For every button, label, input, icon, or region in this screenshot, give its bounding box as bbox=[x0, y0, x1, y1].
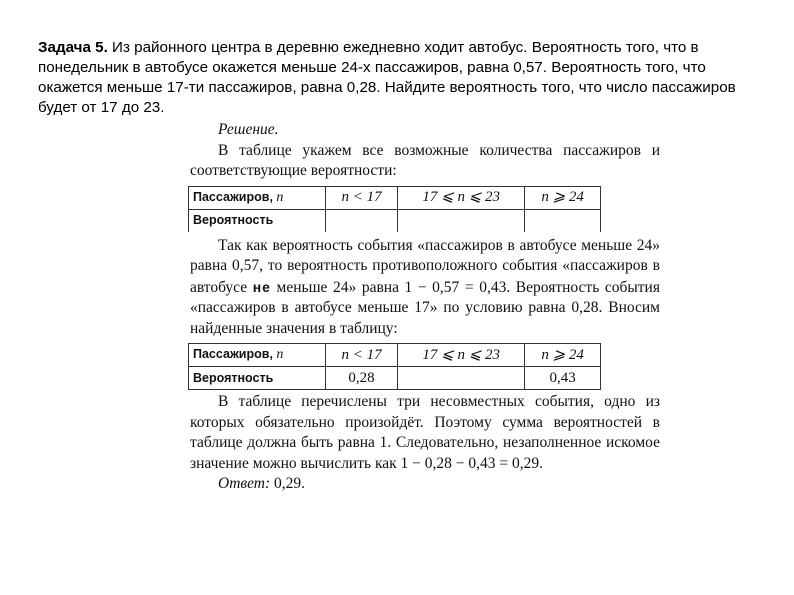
solution-heading: Решение. bbox=[218, 121, 279, 138]
table-row bbox=[189, 209, 601, 232]
table-row-label: Вероятность bbox=[189, 209, 326, 232]
table-header-cell: 17 ⩽ n ⩽ 23 bbox=[398, 344, 525, 367]
answer-value: 0,29. bbox=[270, 475, 306, 492]
table-row bbox=[189, 367, 601, 390]
table-cell bbox=[326, 209, 398, 232]
table-header-cell: 17 ⩽ n ⩽ 23 bbox=[398, 186, 525, 209]
table-cell bbox=[398, 367, 525, 390]
table-header-cell: n ⩾ 24 bbox=[525, 344, 601, 367]
answer-label: Ответ: bbox=[218, 475, 271, 492]
solution-block bbox=[190, 120, 660, 495]
probability-table-filled bbox=[188, 343, 601, 390]
answer-line bbox=[190, 474, 660, 495]
table-header-cell: n < 17 bbox=[326, 344, 398, 367]
table-header-cell: n < 17 bbox=[326, 186, 398, 209]
table-cell bbox=[525, 209, 601, 232]
table-row bbox=[189, 186, 601, 209]
table-row bbox=[189, 344, 601, 367]
table-cell: 0,43 bbox=[525, 367, 601, 390]
solution-intro: В таблице укажем все возможные количества пассажиров и соответствующие вероятности: bbox=[190, 141, 660, 179]
table-cell bbox=[398, 209, 525, 232]
table-row-label: Вероятность bbox=[189, 367, 326, 390]
table-header-label: Пассажиров, n bbox=[189, 186, 326, 209]
emphasis-ne: не bbox=[252, 278, 271, 295]
probability-table-empty bbox=[188, 186, 601, 232]
table-header-cell: n ⩾ 24 bbox=[525, 186, 601, 209]
task-text: Из районного центра в деревню ежедневно ходит автобус. Вероятность того, что в понедельник в автобусе окажется меньше 24-х пассажиров, равна 0,57. Вероятность того, что окажется меньше 17-ти пассажиров, равна 0,28. Найдите вероятность того, что число пассажиров будет от 17 до 23. bbox=[38, 39, 736, 116]
task-statement bbox=[38, 38, 758, 118]
task-label: Задача 5. bbox=[38, 39, 108, 56]
table-header-label: Пассажиров, n bbox=[189, 344, 326, 367]
solution-paragraph-3: В таблице перечислены три несовместных события, одно из которых обязательно произойдёт. Поэтому сумма вероятностей в таблице должна быть равна 1. Следовательно, незаполненное искомое значение можно вычислить как 1 − 0,28 − 0,43 = 0,29. bbox=[190, 393, 660, 472]
solution-paragraph-2: Так как вероятность события «пассажиров в автобусе меньше 24» равна 0,57, то вероятность противоположного события «пассажиров в автобусе не меньше 24» равна 1 − 0,57 = 0,43. Вероятность события «пассажиров в автобусе меньше 17» по условию равна 0,28. Вносим найденные значения в таблицу: bbox=[190, 236, 660, 337]
table-cell: 0,28 bbox=[326, 367, 398, 390]
